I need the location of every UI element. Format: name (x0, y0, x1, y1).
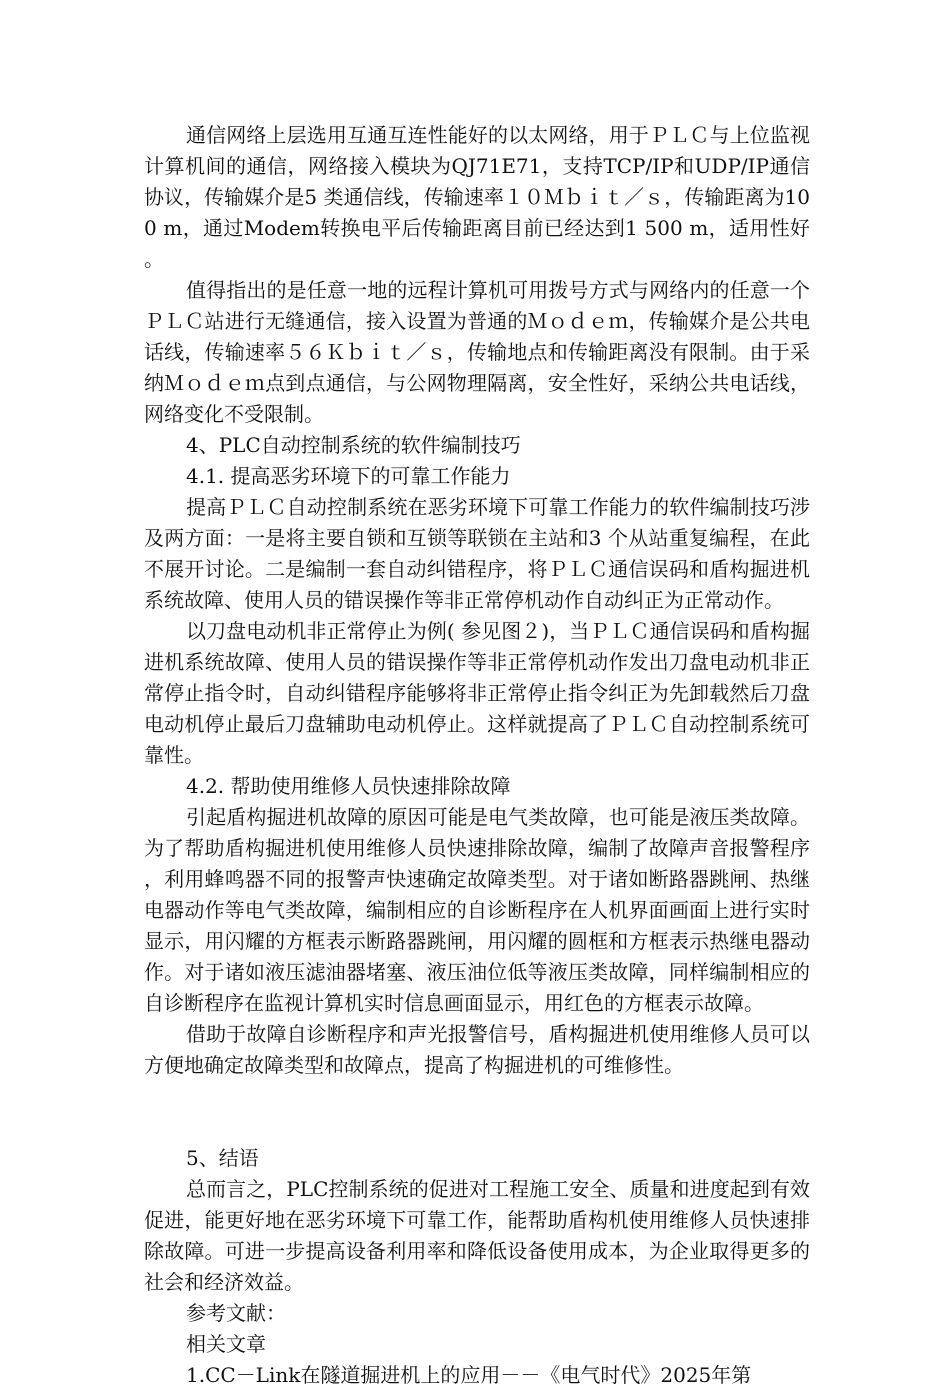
section-heading-4: 4、PLC自动控制系统的软件编制技巧 (186, 433, 521, 457)
paragraph-remote-modem: 值得指出的是任意一地的远程计算机可用拨号方式与网络内的任意一个ＰＬＣ站进行无缝通信，接入设置为普通的Ｍｏｄｅｍ，传输媒介是公共电话线，传输速率５６Ｋｂｉｔ／ｓ，传输地点和传输距离没有限制。由于采纳Ｍｏｄｅｍ点到点通信，与公网物理隔离，安全性好，采纳公共电话线，网络变化不受限制。 (144, 278, 810, 426)
paragraph-reliability-techniques: 提高ＰＬＣ自动控制系统在恶劣环境下可靠工作能力的软件编制技巧涉及两方面：一是将主要自锁和互锁等联锁在主站和3 个从站重复编程，在此不展开讨论。二是编制一套自动纠错程序，将ＰＬＣ通信误码和盾构掘进机系统故障、使用人员的错误操作等非正常停机动作自动纠正为正常动作。 (144, 495, 810, 612)
references-heading: 参考文献： (186, 1301, 286, 1325)
paragraph-ethernet-network: 通信网络上层选用互通互连性能好的以太网络，用于ＰＬＣ与上位监视计算机间的通信，网络接入模块为QJ71E71，支持TCP/IP和UDP/IP通信协议，传输媒介是5 类通信线，传输速率１０Ｍｂｉｔ／ｓ，传输距离为100 m，通过Modem转换电平后传输距离目前已经达到1 500 m，适用性好。 (144, 123, 810, 271)
subsection-heading-4-1: 4.1. 提高恶劣环境下的可靠工作能力 (186, 464, 511, 488)
blank-space (144, 1081, 810, 1143)
section-heading-5: 5、结语 (186, 1146, 259, 1170)
paragraph-fault-alarm-summary: 借助于故障自诊断程序和声光报警信号，盾构掘进机使用维修人员可以方便地确定故障类型和故障点，提高了构掘进机的可维修性。 (144, 1022, 810, 1077)
document-body (144, 120, 810, 1391)
related-article-item: 1.CC－Link在隧道掘进机上的应用－－《电气时代》2025年第 (186, 1363, 752, 1387)
paragraph-cutterhead-example: 以刀盘电动机非正常停止为例( 参见图２)，当ＰＬＣ通信误码和盾构掘进机系统故障、使用人员的错误操作等非正常停机动作发出刀盘电动机非正常停止指令时，自动纠错程序能够将非正常停止指令纠正为先卸载然后刀盘电动机停止最后刀盘辅助电动机停止。这样就提高了ＰＬＣ自动控制系统可靠性。 (144, 619, 810, 767)
related-articles-heading: 相关文章 (186, 1332, 266, 1356)
subsection-heading-4-2: 4.2. 帮助使用维修人员快速排除故障 (186, 774, 511, 798)
paragraph-conclusion: 总而言之，PLC控制系统的促进对工程施工安全、质量和进度起到有效促进，能更好地在恶劣环境下可靠工作，能帮助盾构机使用维修人员快速排除故障。可进一步提高设备利用率和降低设备使用成本，为企业取得更多的社会和经济效益。 (144, 1177, 810, 1294)
paragraph-fault-diagnosis: 引起盾构掘进机故障的原因可能是电气类故障，也可能是液压类故障。为了帮助盾构掘进机使用维修人员快速排除故障，编制了故障声音报警程序，利用蜂鸣器不同的报警声快速确定故障类型。对于诸如断路器跳闸、热继电器动作等电气类故障，编制相应的自诊断程序在人机界面画面上进行实时显示，用闪耀的方框表示断路器跳闸，用闪耀的圆框和方框表示热继电器动作。对于诸如液压滤油器堵塞、液压油位低等液压类故障，同样编制相应的自诊断程序在监视计算机实时信息画面显示，用红色的方框表示故障。 (144, 805, 810, 1015)
